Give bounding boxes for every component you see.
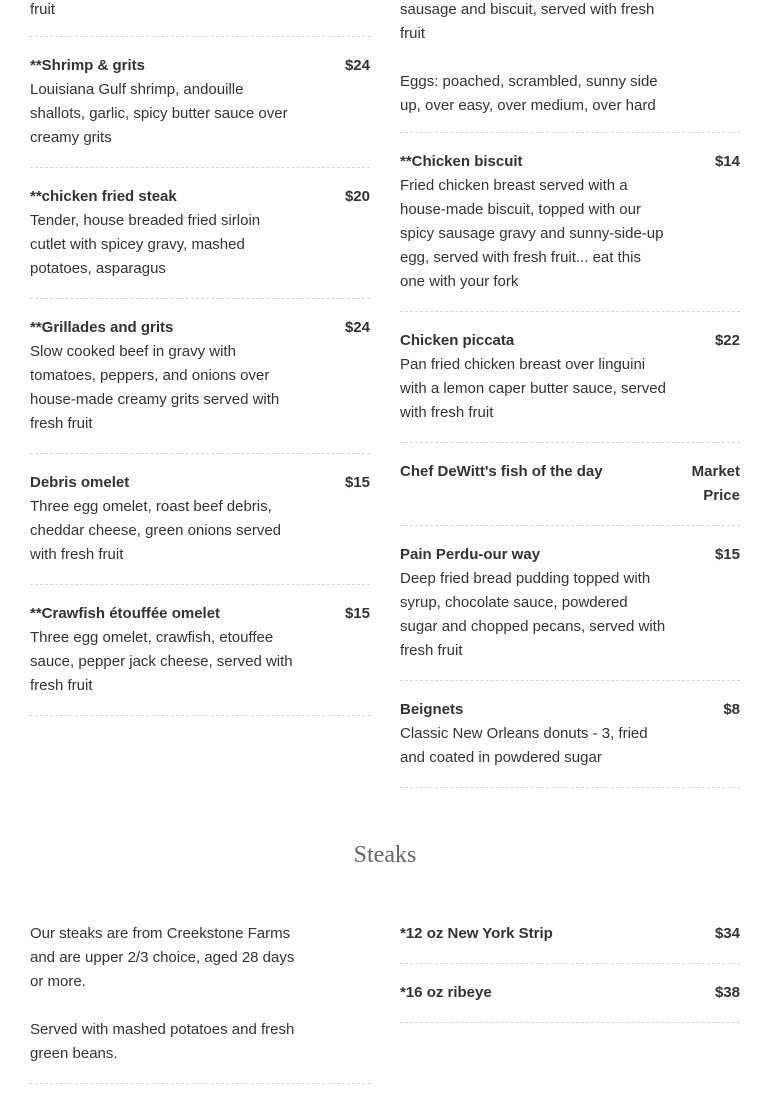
item-description: Classic New Orleans donuts - 3, fried and coated in powdered sugar <box>400 725 648 766</box>
item-description: Slow cooked beef in gravy with tomatoes, peppers, and onions over house-made creamy grits served with fresh fruit <box>30 343 280 432</box>
item-name: **Shrimp & grits <box>30 57 146 74</box>
item-description: Fried chicken breast served with a house-made biscuit, topped with our spicy sausage gravy and sunny-side-up egg, served with fresh fruit... eat this one with your fork <box>400 177 664 290</box>
menu-item <box>30 168 370 299</box>
menu-item <box>400 526 740 681</box>
menu-item <box>400 443 740 526</box>
item-name: *16 oz ribeye <box>400 984 492 1001</box>
item-price: $24 <box>344 57 370 74</box>
item-name: **Chicken biscuit <box>400 153 523 170</box>
item-price: Market Price <box>691 463 740 504</box>
menu-item <box>400 681 740 788</box>
item-name: Chicken piccata <box>400 332 515 349</box>
item-price: $14 <box>714 153 740 170</box>
continued-text: sausage and biscuit, served with fresh fruit Eggs: poached, scrambled, sunny side up, over easy, over medium, over hard <box>400 1 658 114</box>
item-price: $15 <box>344 605 370 622</box>
item-name: **chicken fried steak <box>30 188 177 205</box>
item-name: Beignets <box>400 701 464 718</box>
menu-item <box>30 37 370 168</box>
menu-item <box>30 454 370 585</box>
item-name: Debris omelet <box>30 474 130 491</box>
menu-item <box>400 133 740 312</box>
item-name: *12 oz New York Strip <box>400 925 553 942</box>
item-description: Deep fried bread pudding topped with syrup, chocolate sauce, powdered sugar and chopped pecans, served with fresh fruit <box>400 570 666 659</box>
item-description: Louisiana Gulf shrimp, andouille shallots, garlic, spicy butter sauce over creamy grits <box>30 81 288 146</box>
menu-item <box>30 299 370 454</box>
left-menu-column <box>30 0 370 716</box>
steaks-note-column <box>30 905 370 1084</box>
item-price: $24 <box>344 319 370 336</box>
section-title-steaks: Steaks <box>353 842 417 868</box>
menu-item <box>400 905 740 964</box>
item-description: Three egg omelet, crawfish, etouffee sauce, pepper jack cheese, served with fresh fruit <box>30 629 293 694</box>
menu-item <box>400 964 740 1023</box>
item-price: $15 <box>714 546 740 563</box>
item-name: **Crawfish étouffée omelet <box>30 605 221 622</box>
item-description: Tender, house breaded fried sirloin cutlet with spicey gravy, mashed potatoes, asparagus <box>30 212 261 277</box>
menu-item <box>400 312 740 443</box>
item-description: Pan fried chicken breast over linguini with a lemon caper butter sauce, served with fresh fruit <box>400 356 666 421</box>
item-name: **Grillades and grits <box>30 319 174 336</box>
steaks-list-column <box>400 905 740 1023</box>
continued-item <box>30 0 370 37</box>
item-price: $20 <box>344 188 370 205</box>
item-price: $8 <box>723 701 740 718</box>
menu-item <box>30 585 370 716</box>
item-price: $22 <box>714 332 740 349</box>
continued-text: fruit <box>30 1 56 18</box>
item-price: $15 <box>344 474 370 491</box>
item-price: $34 <box>714 925 740 942</box>
item-name: Pain Perdu-our way <box>400 546 541 563</box>
item-name: Chef DeWitt's fish of the day <box>400 463 603 480</box>
continued-item <box>400 0 740 133</box>
item-description: Three egg omelet, roast beef debris, cheddar cheese, green onions served with fresh fruit <box>30 498 282 563</box>
item-price: $38 <box>714 984 740 1001</box>
right-menu-column <box>400 0 740 788</box>
steaks-note <box>30 905 370 1084</box>
steaks-note-text: Our steaks are from Creekstone Farms and are upper 2/3 choice, aged 28 days or more. Served with mashed potatoes and fresh green beans. <box>30 925 295 1062</box>
